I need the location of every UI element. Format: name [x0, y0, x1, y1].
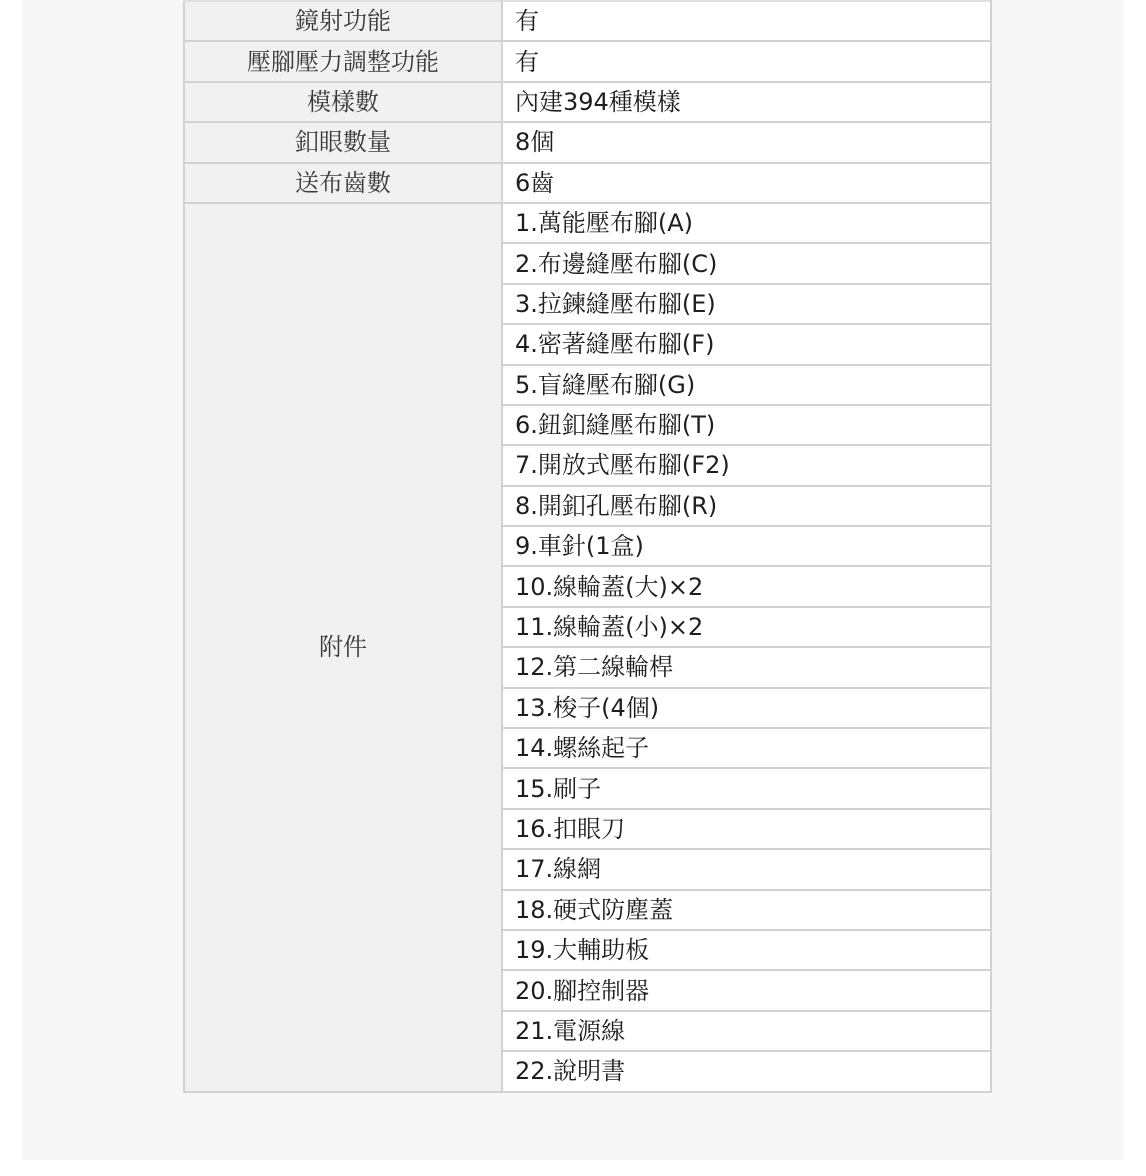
- spec-row-buttonholes: [184, 122, 991, 162]
- spec-label: 送布齒數: [184, 163, 502, 203]
- accessory-item: 15.刷子: [502, 768, 991, 808]
- accessories-label: 附件: [184, 203, 502, 1092]
- accessory-item: 11.線輪蓋(小)×2: [502, 607, 991, 647]
- accessory-item: 17.線網: [502, 849, 991, 889]
- accessory-item: 12.第二線輪桿: [502, 647, 991, 687]
- spec-label: 模樣數: [184, 82, 502, 122]
- accessory-item: 18.硬式防塵蓋: [502, 890, 991, 930]
- accessory-item: 21.電源線: [502, 1011, 991, 1051]
- spec-value: 內建394種模樣: [502, 82, 991, 122]
- accessory-item: 7.開放式壓布腳(F2): [502, 445, 991, 485]
- accessory-row: [184, 203, 991, 243]
- accessory-item: 6.鈕釦縫壓布腳(T): [502, 405, 991, 445]
- accessory-item: 19.大輔助板: [502, 930, 991, 970]
- spec-row-mirror: [184, 1, 991, 41]
- accessory-item: 22.說明書: [502, 1051, 991, 1091]
- spec-label: 壓腳壓力調整功能: [184, 41, 502, 81]
- spec-label: 釦眼數量: [184, 122, 502, 162]
- spec-row-patterns: [184, 82, 991, 122]
- spec-value: 8個: [502, 122, 991, 162]
- accessory-item: 10.線輪蓋(大)×2: [502, 566, 991, 606]
- spec-row-presser-pressure: [184, 41, 991, 81]
- accessory-item: 13.梭子(4個): [502, 688, 991, 728]
- accessory-item: 8.開釦孔壓布腳(R): [502, 486, 991, 526]
- spec-value: 有: [502, 1, 991, 41]
- spec-row-feed-dogs: [184, 163, 991, 203]
- accessory-item: 14.螺絲起子: [502, 728, 991, 768]
- spec-table: [183, 0, 992, 1093]
- spec-value: 6齒: [502, 163, 991, 203]
- accessory-item: 16.扣眼刀: [502, 809, 991, 849]
- accessory-item: 3.拉鍊縫壓布腳(E): [502, 284, 991, 324]
- spec-value: 有: [502, 41, 991, 81]
- accessory-item: 1.萬能壓布腳(A): [502, 203, 991, 243]
- accessory-item: 2.布邊縫壓布腳(C): [502, 243, 991, 283]
- accessory-item: 20.腳控制器: [502, 970, 991, 1010]
- accessory-item: 9.車針(1盒): [502, 526, 991, 566]
- accessory-item: 5.盲縫壓布腳(G): [502, 365, 991, 405]
- spec-label: 鏡射功能: [184, 1, 502, 41]
- accessory-item: 4.密著縫壓布腳(F): [502, 324, 991, 364]
